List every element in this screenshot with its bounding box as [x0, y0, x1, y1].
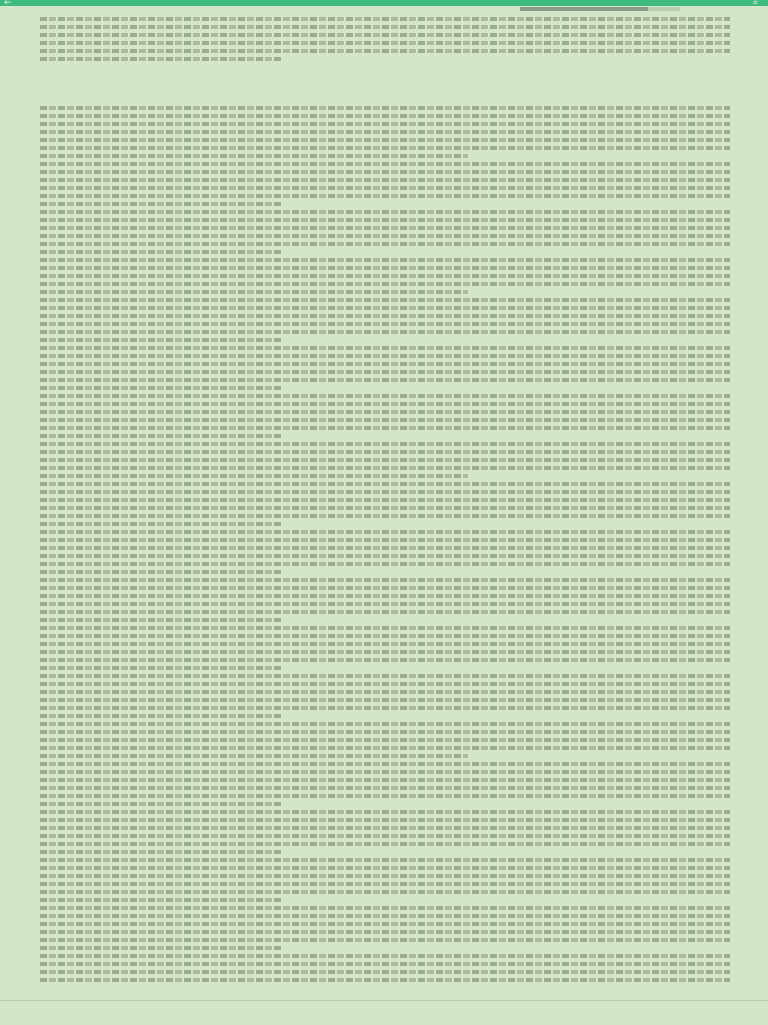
- text-line: [40, 426, 730, 430]
- text-line: [40, 274, 730, 278]
- text-line: [40, 906, 730, 910]
- text-line: [40, 450, 730, 454]
- text-line: [40, 946, 282, 950]
- text-line: [40, 658, 730, 662]
- text-line: [40, 154, 468, 158]
- text-line: [40, 49, 730, 53]
- text-line: [40, 106, 730, 110]
- text-line: [40, 890, 730, 894]
- paragraph: [40, 346, 730, 390]
- text-line: [40, 17, 730, 21]
- back-arrow-icon[interactable]: ←: [4, 0, 12, 8]
- text-line: [40, 738, 730, 742]
- text-line: [40, 346, 730, 350]
- paragraph: [40, 626, 730, 670]
- text-line: [40, 642, 730, 646]
- text-line: [40, 586, 730, 590]
- text-line: [40, 674, 730, 678]
- reading-progress-bar: [520, 7, 680, 11]
- paragraph: [40, 17, 730, 61]
- text-line: [40, 57, 282, 61]
- text-line: [40, 122, 730, 126]
- paragraph: [40, 482, 730, 526]
- toolbar-item-1[interactable]: [76, 1006, 116, 1020]
- paragraph: [40, 298, 730, 342]
- text-line: [40, 914, 730, 918]
- toolbar-item-4[interactable]: [652, 1006, 692, 1020]
- text-line: [40, 794, 730, 798]
- text-line: [40, 922, 730, 926]
- text-line: [40, 330, 730, 334]
- text-line: [40, 850, 282, 854]
- paragraph: [40, 162, 730, 206]
- text-line: [40, 458, 730, 462]
- text-line: [40, 266, 730, 270]
- text-line: [40, 250, 282, 254]
- text-line: [40, 554, 730, 558]
- text-line: [40, 210, 730, 214]
- text-line: [40, 322, 730, 326]
- text-line: [40, 338, 282, 342]
- text-line: [40, 130, 730, 134]
- text-line: [40, 386, 282, 390]
- text-line: [40, 474, 468, 478]
- text-line: [40, 442, 730, 446]
- text-line: [40, 498, 730, 502]
- text-line: [40, 882, 730, 886]
- text-line: [40, 242, 730, 246]
- paragraph: [40, 258, 730, 294]
- text-line: [40, 634, 730, 638]
- text-line: [40, 482, 730, 486]
- text-line: [40, 394, 730, 398]
- toolbar-item-3[interactable]: [460, 1006, 500, 1020]
- text-line: [40, 522, 282, 526]
- text-line: [40, 842, 730, 846]
- paragraph: [40, 954, 730, 986]
- text-line: [40, 594, 730, 598]
- text-line: [40, 506, 730, 510]
- paragraph: [40, 578, 730, 622]
- text-line: [40, 194, 730, 198]
- text-line: [40, 25, 730, 29]
- text-line: [40, 434, 282, 438]
- text-line: [40, 874, 730, 878]
- text-line: [40, 826, 730, 830]
- paragraph: [40, 674, 730, 718]
- text-line: [40, 490, 730, 494]
- paragraph: [40, 106, 730, 158]
- toolbar-item-2[interactable]: [268, 1006, 308, 1020]
- text-line: [40, 778, 730, 782]
- paragraph-gap: [40, 65, 730, 103]
- text-line: [40, 682, 730, 686]
- text-line: [40, 418, 730, 422]
- paragraph: [40, 442, 730, 478]
- text-line: [40, 226, 730, 230]
- text-line: [40, 514, 730, 518]
- text-line: [40, 698, 730, 702]
- bottom-toolbar: [0, 1000, 768, 1025]
- text-line: [40, 114, 730, 118]
- text-line: [40, 562, 730, 566]
- text-line: [40, 754, 468, 758]
- text-line: [40, 954, 730, 958]
- text-line: [40, 962, 730, 966]
- text-line: [40, 410, 730, 414]
- text-line: [40, 378, 730, 382]
- title-bar: [0, 0, 768, 6]
- text-line: [40, 530, 730, 534]
- text-line: [40, 730, 730, 734]
- paragraph: [40, 906, 730, 950]
- text-line: [40, 818, 730, 822]
- text-line: [40, 282, 730, 286]
- text-line: [40, 146, 730, 150]
- text-line: [40, 786, 730, 790]
- text-line: [40, 234, 730, 238]
- text-line: [40, 626, 730, 630]
- text-line: [40, 762, 730, 766]
- text-line: [40, 602, 730, 606]
- text-line: [40, 354, 730, 358]
- text-line: [40, 186, 730, 190]
- text-line: [40, 306, 730, 310]
- text-line: [40, 578, 730, 582]
- text-line: [40, 298, 730, 302]
- text-line: [40, 202, 282, 206]
- text-line: [40, 258, 730, 262]
- text-line: [40, 218, 730, 222]
- text-line: [40, 810, 730, 814]
- text-line: [40, 834, 730, 838]
- text-line: [40, 290, 468, 294]
- text-line: [40, 546, 730, 550]
- text-line: [40, 770, 730, 774]
- text-line: [40, 666, 282, 670]
- text-line: [40, 162, 730, 166]
- text-line: [40, 570, 282, 574]
- text-line: [40, 746, 730, 750]
- text-line: [40, 170, 730, 174]
- paragraph: [40, 210, 730, 254]
- text-line: [40, 314, 730, 318]
- text-line: [40, 802, 282, 806]
- text-line: [40, 714, 282, 718]
- text-line: [40, 466, 730, 470]
- text-line: [40, 610, 730, 614]
- text-line: [40, 706, 730, 710]
- text-line: [40, 930, 730, 934]
- paragraph: [40, 858, 730, 902]
- reading-content: [40, 14, 730, 986]
- text-line: [40, 858, 730, 862]
- text-line: [40, 970, 730, 974]
- text-line: [40, 938, 730, 942]
- text-line: [40, 898, 282, 902]
- text-line: [40, 138, 730, 142]
- text-line: [40, 402, 730, 406]
- text-line: [40, 866, 730, 870]
- text-line: [40, 690, 730, 694]
- paragraph: [40, 810, 730, 854]
- paragraph: [40, 530, 730, 574]
- paragraph: [40, 394, 730, 438]
- text-line: [40, 650, 730, 654]
- text-line: [40, 178, 730, 182]
- paragraph: [40, 722, 730, 758]
- paragraph: [40, 762, 730, 806]
- text-line: [40, 978, 730, 982]
- text-line: [40, 618, 282, 622]
- text-line: [40, 41, 730, 45]
- text-line: [40, 33, 730, 37]
- text-line: [40, 722, 730, 726]
- text-line: [40, 370, 730, 374]
- menu-icon[interactable]: ☰: [752, 0, 758, 6]
- text-line: [40, 538, 730, 542]
- reading-progress-fill: [520, 7, 648, 11]
- text-line: [40, 362, 730, 366]
